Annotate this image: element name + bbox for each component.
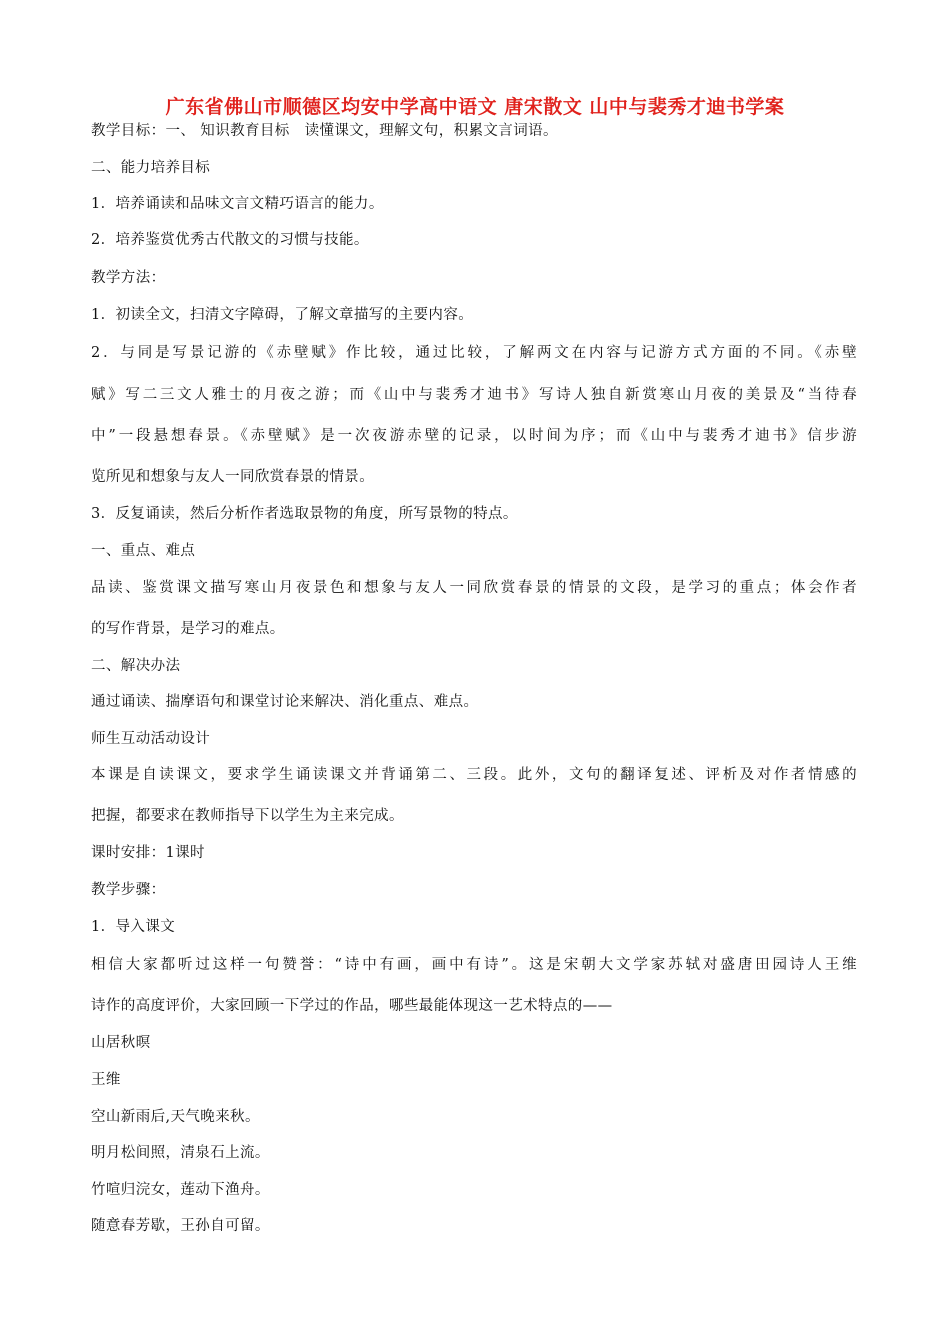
text-line-method-2b: 赋》写二三文人雅士的月夜之游；而《山中与裴秀才迪书》写诗人独自新赏寒山月夜的美景及“当待春 [91, 387, 857, 403]
text-line-ability-goals-heading: 二、能力培养目标 [91, 160, 211, 176]
text-line-solution: 通过诵读、揣摩语句和课堂讨论来解决、消化重点、难点。 [91, 694, 479, 710]
text-line-solution-heading: 二、解决办法 [91, 658, 181, 674]
text-line-key-points-a: 品读、鉴赏课文描写寒山月夜景色和想象与友人一同欣赏春景的情景的文段，是学习的重点；体会作者 [91, 580, 857, 596]
poem-line-1: 空山新雨后,天气晚来秋。 [91, 1109, 260, 1125]
poem-line-4: 随意春芳歇，王孙自可留。 [91, 1218, 270, 1234]
text-line-intro-a: 相信大家都听过这样一句赞誉：“诗中有画，画中有诗”。这是宋朝大文学家苏轼对盛唐田园诗人王维 [91, 957, 857, 973]
text-line-method-heading: 教学方法： [91, 270, 166, 286]
text-line-key-points-heading: 一、重点、难点 [91, 543, 196, 559]
text-line-activity-b: 把握，都要求在教师指导下以学生为主来完成。 [91, 808, 404, 824]
text-line-key-points-b: 的写作背景，是学习的难点。 [91, 621, 285, 637]
text-line-intro-b: 诗作的高度评价，大家回顾一下学过的作品，哪些最能体现这一艺术特点的—— [91, 998, 613, 1014]
text-line-teaching-goals: 教学目标：一、 知识教育目标 读懂课文，理解文句，积累文言词语。 [91, 123, 558, 139]
text-line-ability-goal-1: 1．培养诵读和品味文言文精巧语言的能力。 [91, 196, 384, 212]
text-line-method-3: 3．反复诵读，然后分析作者选取景物的角度，所写景物的特点。 [91, 506, 518, 522]
text-line-method-2a: 2．与同是写景记游的《赤壁赋》作比较，通过比较，了解两文在内容与记游方式方面的不同。《赤壁 [91, 345, 857, 361]
text-line-class-hours: 课时安排：1课时 [91, 845, 205, 861]
text-line-step-1: 1．导入课文 [91, 919, 176, 935]
poem-line-3: 竹喧归浣女，莲动下渔舟。 [91, 1182, 270, 1198]
text-line-method-2c: 中”一段悬想春景。《赤壁赋》是一次夜游赤壁的记录，以时间为序；而《山中与裴秀才迪书》信步游 [91, 428, 857, 444]
text-line-method-1: 1．初读全文，扫清文字障碍，了解文章描写的主要内容。 [91, 307, 474, 323]
text-line-activity-heading: 师生互动活动设计 [91, 731, 211, 747]
poem-line-2: 明月松间照，清泉石上流。 [91, 1145, 270, 1161]
poem-author: 王维 [91, 1072, 121, 1088]
document-title: 广东省佛山市顺德区均安中学高中语文 唐宋散文 山中与裴秀才迪书学案 [165, 96, 785, 118]
text-line-activity-a: 本课是自读课文，要求学生诵读课文并背诵第二、三段。此外，文句的翻译复述、评析及对作者情感的 [91, 767, 857, 783]
poem-title: 山居秋暝 [91, 1035, 151, 1051]
text-line-steps-heading: 教学步骤： [91, 882, 166, 898]
text-line-ability-goal-2: 2．培养鉴赏优秀古代散文的习惯与技能。 [91, 232, 369, 248]
text-line-method-2d: 览所见和想象与友人一同欣赏春景的情景。 [91, 469, 375, 485]
